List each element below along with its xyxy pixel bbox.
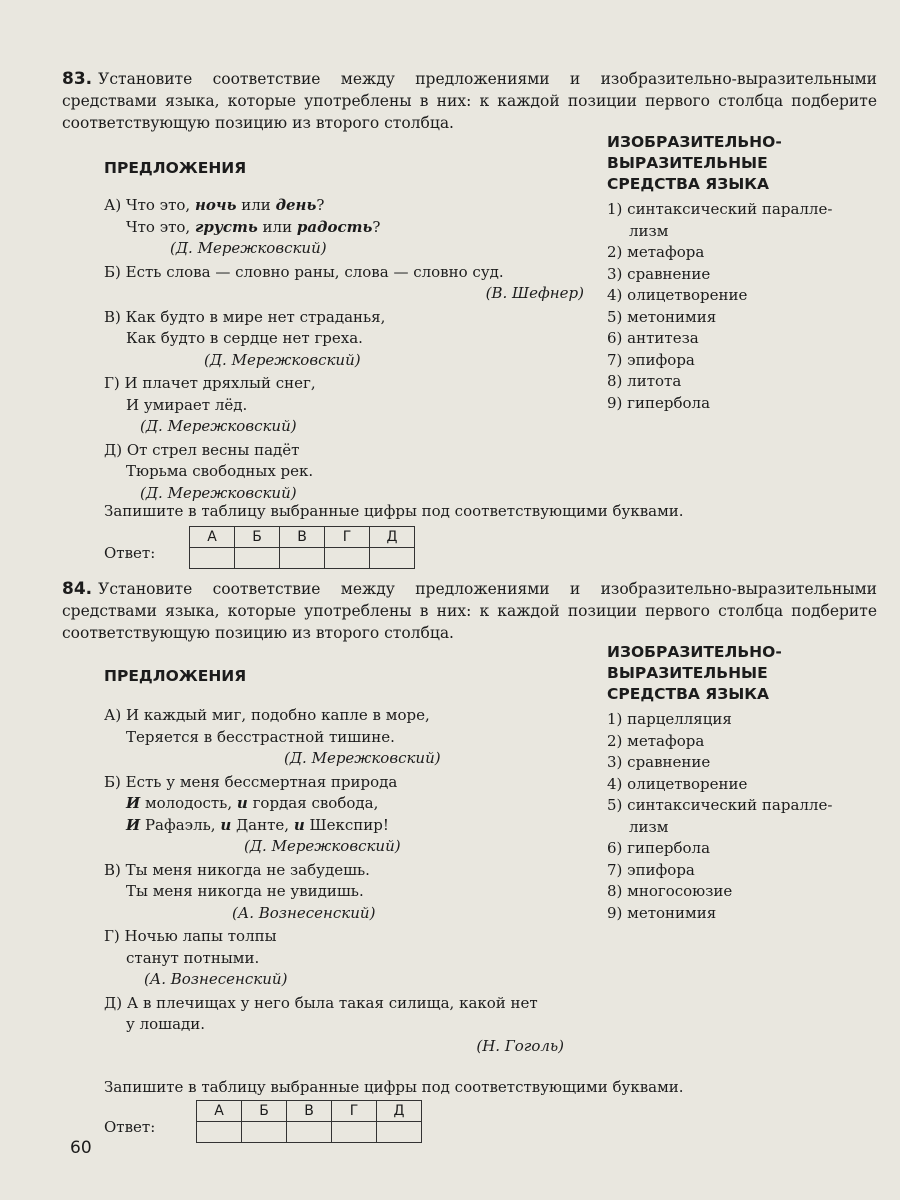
option: 1) парцелляция: [607, 710, 732, 728]
text: молодость,: [140, 794, 237, 812]
sentences-column: [104, 158, 594, 504]
option: 2) метафора: [607, 731, 705, 750]
left-heading: ПРЕДЛОЖЕНИЯ: [104, 667, 247, 685]
right-heading-1: ИЗОБРАЗИТЕЛЬНО-: [607, 133, 782, 151]
answer-block: [104, 526, 415, 569]
option: 1) синтаксический паралле-: [607, 200, 833, 218]
text: Д) А в плечищах у него была такая силища, какой нет: [104, 993, 538, 1012]
answer-label: Ответ:: [104, 1118, 156, 1136]
answer-letter: Д: [377, 1101, 422, 1122]
option: 5) метонимия: [607, 307, 717, 326]
sentence-b: [104, 772, 594, 858]
text: В) Как будто в мире нет страданья,: [104, 307, 386, 326]
option: 7) эпифора: [607, 350, 695, 369]
sentences-column: [104, 666, 594, 1057]
task-number: 83.: [62, 69, 93, 89]
text: В) Ты меня никогда не забудешь.: [104, 860, 370, 879]
task-84: [62, 578, 877, 1136]
text: Рафаэль,: [140, 815, 221, 834]
option: 5) синтаксический паралле-: [607, 796, 833, 814]
text: А) Что это,: [104, 196, 195, 214]
sentence-d: [104, 993, 594, 1058]
option: 8) многосоюзие: [607, 882, 733, 900]
text: Б) Есть у меня бессмертная природа: [104, 772, 398, 791]
option: 4) олицетворение: [607, 774, 748, 793]
instruction-text: Установите соответствие между предложениями и изобразительно-выразительными средствами языка, которые употреблены в них: к каждой позиции первого столбца подберите соответствующую позицию из второго столбца.: [62, 580, 877, 642]
option: 6) гипербола: [607, 839, 711, 857]
author: (Д. Мережковский): [140, 483, 297, 502]
emphasis: И: [126, 815, 141, 834]
answer-letter: Г: [332, 1101, 377, 1122]
answer-table: [196, 1100, 422, 1143]
answer-letter: А: [190, 527, 235, 548]
sentence-v: [104, 860, 594, 925]
option: 4) олицетворение: [607, 286, 748, 304]
author: (Д. Мережковский): [244, 837, 401, 855]
text: Шекспир!: [304, 815, 389, 834]
text: у лошади.: [126, 1015, 206, 1033]
answer-cell[interactable]: [190, 548, 235, 569]
sentence-b: [104, 262, 594, 305]
emphasis: день: [275, 196, 317, 214]
write-instruction: Запишите в таблицу выбранные цифры под соответствующими буквами.: [104, 502, 684, 520]
text: Г) Ночью лапы толпы: [104, 927, 277, 945]
answer-label: Ответ:: [104, 544, 156, 562]
text: Теряется в бесстрастной тишине.: [126, 727, 395, 746]
emphasis: и: [220, 815, 232, 834]
answer-letter: Б: [242, 1101, 287, 1122]
option: 3) сравнение: [607, 753, 711, 771]
emphasis: ночь: [194, 196, 237, 214]
right-heading-3: СРЕДСТВА ЯЗЫКА: [607, 685, 769, 703]
task-84-instruction: [62, 578, 877, 644]
author: (Н. Гоголь): [476, 1036, 564, 1055]
left-heading: ПРЕДЛОЖЕНИЯ: [104, 159, 247, 177]
text: Тюрьма свободных рек.: [126, 462, 314, 480]
sentence-v: [104, 307, 594, 372]
option: 9) метонимия: [607, 903, 717, 922]
emphasis: грусть: [194, 217, 258, 236]
instruction-text: Установите соответствие между предложениями и изобразительно-выразительными средствами языка, которые употреблены в них: к каждой позиции первого столбца подберите соответствующую позицию из второго столбца.: [62, 70, 877, 132]
text: Что это,: [126, 217, 195, 236]
option: 3) сравнение: [607, 264, 711, 283]
answer-cell[interactable]: [197, 1122, 242, 1143]
option: 2) метафора: [607, 243, 705, 261]
option: 6) антитеза: [607, 329, 699, 347]
right-heading-2: ВЫРАЗИТЕЛЬНЫЕ: [607, 664, 768, 682]
task-number: 84.: [62, 579, 93, 599]
answer-cell[interactable]: [370, 548, 415, 569]
sentence-d: [104, 440, 594, 505]
option: 8) литота: [607, 372, 682, 390]
right-heading-3: СРЕДСТВА ЯЗЫКА: [607, 175, 769, 193]
answer-cell[interactable]: [325, 548, 370, 569]
option: лизм: [629, 221, 669, 240]
answer-cell[interactable]: [280, 548, 325, 569]
write-instruction: Запишите в таблицу выбранные цифры под соответствующими буквами.: [104, 1078, 684, 1096]
emphasis: И: [126, 794, 141, 812]
means-column: [607, 642, 877, 924]
option: 7) эпифора: [607, 860, 695, 879]
text: ?: [316, 196, 325, 214]
author: (А. Вознесенский): [144, 970, 288, 988]
text: или: [257, 217, 297, 236]
author: (Д. Мережковский): [170, 239, 327, 257]
text: Д) От стрел весны падёт: [104, 440, 300, 459]
text: Как будто в сердце нет греха.: [126, 329, 363, 347]
answer-block: [104, 1100, 422, 1143]
answer-letter: В: [280, 527, 325, 548]
page-number: 60: [70, 1138, 92, 1158]
sentence-a: [104, 195, 594, 260]
option: 9) гипербола: [607, 393, 711, 412]
answer-letter: А: [197, 1101, 242, 1122]
text: ?: [372, 217, 381, 236]
answer-letter: В: [287, 1101, 332, 1122]
author: (Д. Мережковский): [204, 350, 361, 369]
emphasis: и: [293, 815, 305, 834]
sentence-g: [104, 926, 594, 991]
text: или: [236, 196, 276, 214]
text: И умирает лёд.: [126, 395, 248, 414]
text: гордая свобода,: [247, 794, 379, 812]
means-column: [607, 132, 877, 414]
answer-cell[interactable]: [332, 1122, 377, 1143]
emphasis: радость: [296, 217, 373, 236]
right-heading-2: ВЫРАЗИТЕЛЬНЫЕ: [607, 154, 768, 172]
task-83: [62, 68, 877, 562]
text: А) И каждый миг, подобно капле в море,: [104, 706, 430, 724]
author: (Д. Мережковский): [284, 749, 441, 767]
author: (А. Вознесенский): [232, 903, 376, 922]
answer-cell[interactable]: [242, 1122, 287, 1143]
task-83-instruction: [62, 68, 877, 134]
answer-letter: Б: [235, 527, 280, 548]
option: лизм: [629, 817, 669, 836]
answer-letter: Д: [370, 527, 415, 548]
answer-cell[interactable]: [377, 1122, 422, 1143]
text: Ты меня никогда не увидишь.: [126, 882, 364, 900]
sentence-g: [104, 373, 594, 438]
answer-cell[interactable]: [235, 548, 280, 569]
answer-letter: Г: [325, 527, 370, 548]
text: Г) И плачет дряхлый снег,: [104, 374, 316, 392]
author: (Д. Мережковский): [140, 417, 297, 435]
text: Б) Есть слова — словно раны, слова — словно суд.: [104, 262, 504, 281]
emphasis: и: [236, 794, 248, 812]
text: Данте,: [231, 815, 294, 834]
answer-cell[interactable]: [287, 1122, 332, 1143]
right-heading-1: ИЗОБРАЗИТЕЛЬНО-: [607, 643, 782, 661]
author: (В. Шефнер): [485, 284, 584, 302]
answer-table: [189, 526, 415, 569]
sentence-a: [104, 705, 594, 770]
text: станут потными.: [126, 948, 260, 967]
